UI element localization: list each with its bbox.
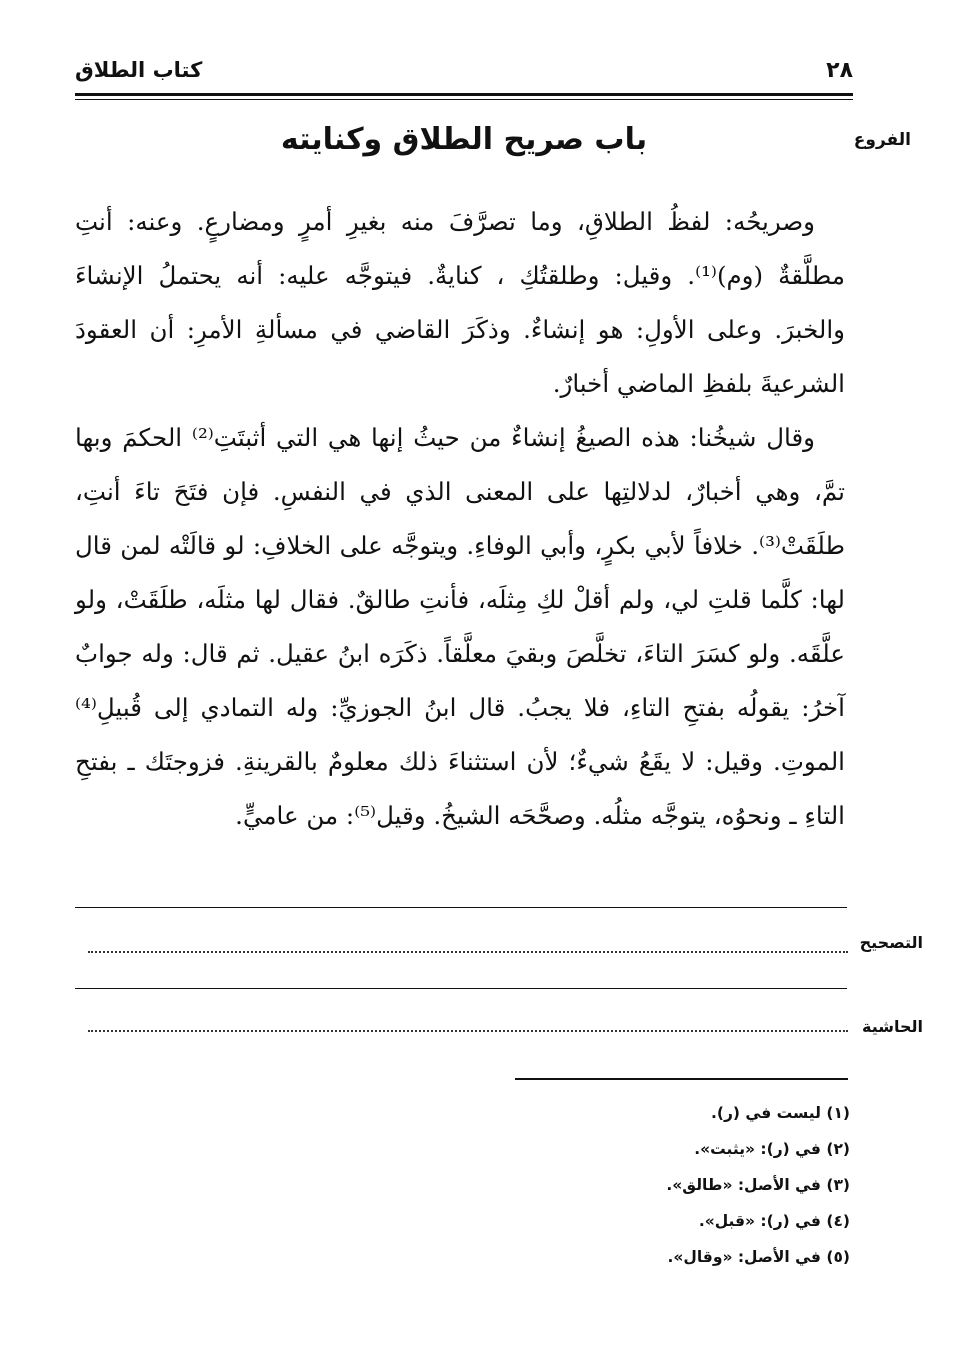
header-rule-thick — [75, 93, 853, 96]
footnote-2: (٢) في (ر): «يثبت». — [694, 1140, 850, 1158]
running-header — [75, 58, 853, 92]
footnotes — [666, 1095, 850, 1275]
notes-dotted-line — [88, 1030, 848, 1032]
footnote-5: (٥) في الأصل: «وقال». — [667, 1248, 850, 1266]
divider-correction-top — [75, 907, 847, 908]
correction-label: التصحيح — [859, 933, 923, 952]
correction-dotted-line — [88, 951, 848, 953]
paragraph-2: وقال شيخُنا: هذه الصيغُ إنشاءٌ من حيثُ إنها هي التي أثبتَتِ⁽²⁾ الحكمَ وبها تمَّ، وهي أخبارٌ، لدلالتِها على المعنى الذي في النفسِ. فإن فتَحَ تاءَ أنتِ، طلَقَتْ⁽³⁾. خلافاً لأبي بكرٍ، وأبي الوفاءِ. ويتوجَّه على الخلافِ: لو قالَتْه لمن قال لها: كلَّما قلتِ لي، ولم أقلْ لكِ مِثلَه، فأنتِ طالقٌ. فقال لها مثلَه، طلَقَتْ، ولو علَّقَه. ولو كسَرَ التاءَ، تخلَّصَ وبقيَ معلَّقاً. ذكَرَه ابنُ عقيل. ثم قال: وله جوابٌ آخرُ: يقولُه بفتحِ التاءِ، فلا يجبُ. قال ابنُ الجوزيِّ: وله التمادي إلى قُبيلِ⁽⁴⁾ الموتِ. وقيل: لا يقَعُ شيءٌ؛ لأن استثناءَ ذلك معلومٌ بالقرينةِ. فزوجتَك ـ بفتحِ التاءِ ـ ونحوُه، يتوجَّه مثلُه. وصحَّحَه الشيخُ. وقيل⁽⁵⁾: من عاميٍّ. — [75, 423, 845, 830]
divider-notes-top — [75, 988, 847, 989]
margin-note-source: الفروع — [853, 130, 911, 150]
page-number: ٢٨ — [826, 58, 853, 83]
footnote-rule — [515, 1078, 848, 1080]
footnote-1: (١) ليست في (ر). — [711, 1104, 850, 1122]
paragraph-1: وصريحُه: لفظُ الطلاقِ، وما تصرَّفَ منه بغيرِ أمرٍ ومضارعٍ. وعنه: أنتِ مطلَّقةٌ (وم)⁽¹⁾. وقيل: وطلقتُكِ ، كنايةٌ. فيتوجَّه عليه: أنه يحتملُ الإنشاءَ والخبرَ. وعلى الأولِ: هو إنشاءٌ. وذكَرَ القاضي في مسألةِ الأمرِ: أن العقودَ الشرعيةَ بلفظِ الماضي أخبارٌ. — [75, 207, 845, 398]
chapter-title: باب صريح الطلاق وكنايته — [280, 122, 648, 157]
footnote-4: (٤) في (ر): «قبل». — [698, 1212, 850, 1230]
book-title: كتاب الطلاق — [75, 58, 203, 82]
header-rule-thin — [75, 99, 853, 100]
main-text — [75, 195, 845, 843]
margin-notes-label: الحاشية — [862, 1017, 923, 1036]
footnote-3: (٣) في الأصل: «طالق». — [666, 1176, 850, 1194]
